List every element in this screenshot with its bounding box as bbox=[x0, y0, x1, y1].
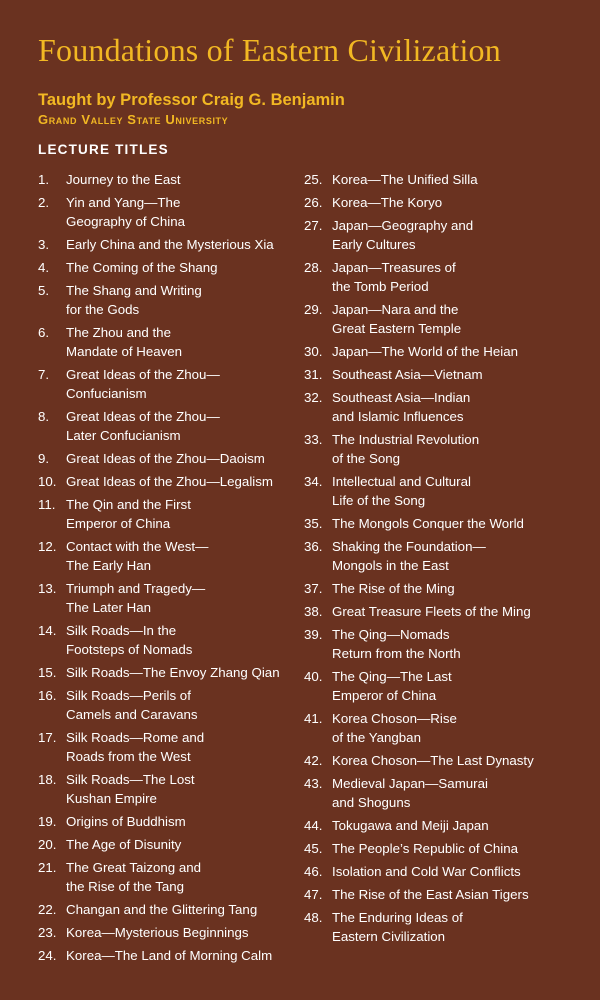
lecture-title: Triumph and Tragedy— The Later Han bbox=[66, 581, 206, 615]
lecture-item bbox=[304, 602, 580, 621]
lecture-title: Medieval Japan—Samurai and Shoguns bbox=[332, 776, 488, 810]
lecture-title: Intellectual and Cultural Life of the Song bbox=[332, 474, 471, 508]
lecture-title: Silk Roads—Perils of Camels and Caravans bbox=[66, 688, 198, 722]
lecture-title: Japan—The World of the Heian bbox=[332, 344, 519, 359]
lecture-title: Yin and Yang—The Geography of China bbox=[66, 195, 186, 229]
lecture-title: Korea—The Koryo bbox=[332, 195, 443, 210]
lecture-item bbox=[304, 514, 580, 533]
lecture-item bbox=[38, 923, 300, 942]
lecture-number: 22. bbox=[38, 902, 57, 917]
lecture-title: Korea—The Land of Morning Calm bbox=[66, 948, 273, 963]
lecture-number: 38. bbox=[304, 604, 323, 619]
lecture-title: Isolation and Cold War Conflicts bbox=[332, 864, 521, 879]
lecture-title: Great Ideas of the Zhou—Legalism bbox=[66, 474, 273, 489]
lecture-item bbox=[38, 946, 300, 965]
lecture-number: 36. bbox=[304, 539, 323, 554]
lecture-item bbox=[304, 472, 580, 510]
page-title: Foundations of Eastern Civilization bbox=[38, 32, 501, 68]
lecture-title: The Qing—Nomads Return from the North bbox=[332, 627, 461, 661]
lecture-title: Japan—Treasures of the Tomb Period bbox=[332, 260, 456, 294]
lecture-item bbox=[304, 751, 580, 770]
lecture-number: 3. bbox=[38, 237, 50, 252]
lecture-title: Japan—Nara and the Great Eastern Temple bbox=[332, 302, 462, 336]
lecture-number: 18. bbox=[38, 772, 57, 787]
lecture-title: The Qing—The Last Emperor of China bbox=[332, 669, 452, 703]
lecture-item bbox=[304, 258, 580, 296]
lecture-item bbox=[304, 300, 580, 338]
lecture-item bbox=[38, 663, 300, 682]
lecture-number: 34. bbox=[304, 474, 323, 489]
lecture-title: The Qin and the First Emperor of China bbox=[66, 497, 191, 531]
lecture-item bbox=[304, 862, 580, 881]
lecture-number: 31. bbox=[304, 367, 323, 382]
lecture-number: 39. bbox=[304, 627, 323, 642]
lecture-title: The Industrial Revolution of the Song bbox=[332, 432, 480, 466]
lecture-title: Early China and the Mysterious Xia bbox=[66, 237, 274, 252]
lecture-number: 46. bbox=[304, 864, 323, 879]
lecture-item bbox=[304, 193, 580, 212]
lecture-number: 14. bbox=[38, 623, 57, 638]
lecture-item bbox=[304, 579, 580, 598]
lecture-number: 45. bbox=[304, 841, 323, 856]
lecture-item bbox=[304, 342, 580, 361]
lecture-title: The Zhou and the Mandate of Heaven bbox=[66, 325, 183, 359]
lecture-title: Silk Roads—The Lost Kushan Empire bbox=[66, 772, 195, 806]
lecture-title: Origins of Buddhism bbox=[66, 814, 186, 829]
lecture-item bbox=[38, 858, 300, 896]
lecture-item bbox=[38, 770, 300, 808]
section-heading: LECTURE TITLES bbox=[38, 142, 169, 157]
lecture-list-left bbox=[38, 170, 300, 969]
lecture-number: 11. bbox=[38, 497, 56, 512]
lecture-item bbox=[38, 170, 300, 189]
lecture-item bbox=[38, 449, 300, 468]
lecture-title: Japan—Geography and Early Cultures bbox=[332, 218, 474, 252]
lecture-title: Journey to the East bbox=[66, 172, 181, 187]
lecture-item bbox=[304, 816, 580, 835]
lecture-item bbox=[304, 365, 580, 384]
lecture-number: 13. bbox=[38, 581, 57, 596]
lecture-number: 15. bbox=[38, 665, 57, 680]
lecture-number: 33. bbox=[304, 432, 323, 447]
lecture-item bbox=[304, 839, 580, 858]
lecture-title: Shaking the Foundation— Mongols in the East bbox=[332, 539, 486, 573]
lecture-number: 20. bbox=[38, 837, 57, 852]
university-name: Grand Valley State University bbox=[38, 112, 229, 127]
lecture-item bbox=[304, 885, 580, 904]
lecture-number: 24. bbox=[38, 948, 57, 963]
lecture-number: 17. bbox=[38, 730, 57, 745]
lecture-number: 10. bbox=[38, 474, 57, 489]
lecture-item bbox=[304, 667, 580, 705]
lecture-number: 48. bbox=[304, 910, 323, 925]
lecture-item bbox=[304, 216, 580, 254]
lecture-number: 2. bbox=[38, 195, 50, 210]
lecture-title: The Mongols Conquer the World bbox=[332, 516, 524, 531]
lecture-number: 25. bbox=[304, 172, 323, 187]
lecture-title: Great Ideas of the Zhou— Later Confucianism bbox=[66, 409, 220, 443]
lecture-item bbox=[38, 323, 300, 361]
lecture-number: 8. bbox=[38, 409, 50, 424]
lecture-title: Southeast Asia—Vietnam bbox=[332, 367, 483, 382]
lecture-item bbox=[304, 170, 580, 189]
lecture-item bbox=[38, 728, 300, 766]
lecture-title: Contact with the West— The Early Han bbox=[66, 539, 209, 573]
lecture-number: 29. bbox=[304, 302, 323, 317]
lecture-list-right bbox=[304, 170, 580, 950]
lecture-number: 43. bbox=[304, 776, 323, 791]
lecture-item bbox=[304, 908, 580, 946]
lecture-title: Korea Choson—Rise of the Yangban bbox=[332, 711, 457, 745]
lecture-number: 19. bbox=[38, 814, 57, 829]
lecture-item bbox=[38, 472, 300, 491]
lecture-item bbox=[38, 812, 300, 831]
lecture-item bbox=[38, 835, 300, 854]
lecture-item bbox=[304, 388, 580, 426]
lecture-item bbox=[304, 774, 580, 812]
lecture-item bbox=[38, 537, 300, 575]
lecture-title: The Age of Disunity bbox=[66, 837, 182, 852]
lecture-title: The Rise of the Ming bbox=[332, 581, 455, 596]
lecture-number: 26. bbox=[304, 195, 323, 210]
lecture-item bbox=[38, 621, 300, 659]
lecture-number: 37. bbox=[304, 581, 323, 596]
lecture-item bbox=[304, 625, 580, 663]
lecture-title: Silk Roads—Rome and Roads from the West bbox=[66, 730, 205, 764]
lecture-number: 27. bbox=[304, 218, 323, 233]
lecture-title: Southeast Asia—Indian and Islamic Influences bbox=[332, 390, 471, 424]
lecture-title: Silk Roads—The Envoy Zhang Qian bbox=[66, 665, 280, 680]
lecture-title: The Rise of the East Asian Tigers bbox=[332, 887, 529, 902]
lecture-item bbox=[304, 537, 580, 575]
lecture-title: Korea—The Unified Silla bbox=[332, 172, 478, 187]
lecture-number: 4. bbox=[38, 260, 50, 275]
lecture-number: 6. bbox=[38, 325, 50, 340]
lecture-number: 16. bbox=[38, 688, 57, 703]
lecture-number: 35. bbox=[304, 516, 323, 531]
lecture-title: The Shang and Writing for the Gods bbox=[66, 283, 202, 317]
lecture-title: Silk Roads—In the Footsteps of Nomads bbox=[66, 623, 193, 657]
lecture-item bbox=[38, 495, 300, 533]
lecture-number: 30. bbox=[304, 344, 323, 359]
lecture-title: Great Ideas of the Zhou— Confucianism bbox=[66, 367, 220, 401]
lecture-title: Changan and the Glittering Tang bbox=[66, 902, 258, 917]
lecture-title: Great Ideas of the Zhou—Daoism bbox=[66, 451, 265, 466]
lecture-number: 40. bbox=[304, 669, 323, 684]
lecture-item bbox=[304, 430, 580, 468]
lecture-number: 9. bbox=[38, 451, 50, 466]
lecture-item bbox=[38, 281, 300, 319]
lecture-item bbox=[38, 235, 300, 254]
lecture-number: 32. bbox=[304, 390, 323, 405]
lecture-item bbox=[38, 686, 300, 724]
lecture-title: The Enduring Ideas of Eastern Civilization bbox=[332, 910, 463, 944]
lecture-title: The People’s Republic of China bbox=[332, 841, 519, 856]
lecture-title: Tokugawa and Meiji Japan bbox=[332, 818, 489, 833]
lecture-number: 41. bbox=[304, 711, 323, 726]
lecture-item bbox=[38, 193, 300, 231]
lecture-number: 23. bbox=[38, 925, 57, 940]
lecture-number: 12. bbox=[38, 539, 57, 554]
lecture-number: 21. bbox=[38, 860, 57, 875]
lecture-item bbox=[38, 900, 300, 919]
lecture-title: Korea—Mysterious Beginnings bbox=[66, 925, 249, 940]
lecture-item bbox=[304, 709, 580, 747]
lecture-number: 28. bbox=[304, 260, 323, 275]
lecture-item bbox=[38, 579, 300, 617]
lecture-number: 5. bbox=[38, 283, 50, 298]
lecture-number: 7. bbox=[38, 367, 50, 382]
lecture-number: 1. bbox=[38, 172, 50, 187]
lecture-title: Korea Choson—The Last Dynasty bbox=[332, 753, 534, 768]
instructor-line: Taught by Professor Craig G. Benjamin bbox=[38, 91, 345, 109]
lecture-title: The Coming of the Shang bbox=[66, 260, 218, 275]
lecture-number: 42. bbox=[304, 753, 323, 768]
lecture-number: 44. bbox=[304, 818, 323, 833]
lecture-title: Great Treasure Fleets of the Ming bbox=[332, 604, 531, 619]
lecture-item bbox=[38, 258, 300, 277]
lecture-title: The Great Taizong and the Rise of the Tang bbox=[66, 860, 202, 894]
lecture-item bbox=[38, 407, 300, 445]
lecture-item bbox=[38, 365, 300, 403]
lecture-number: 47. bbox=[304, 887, 323, 902]
